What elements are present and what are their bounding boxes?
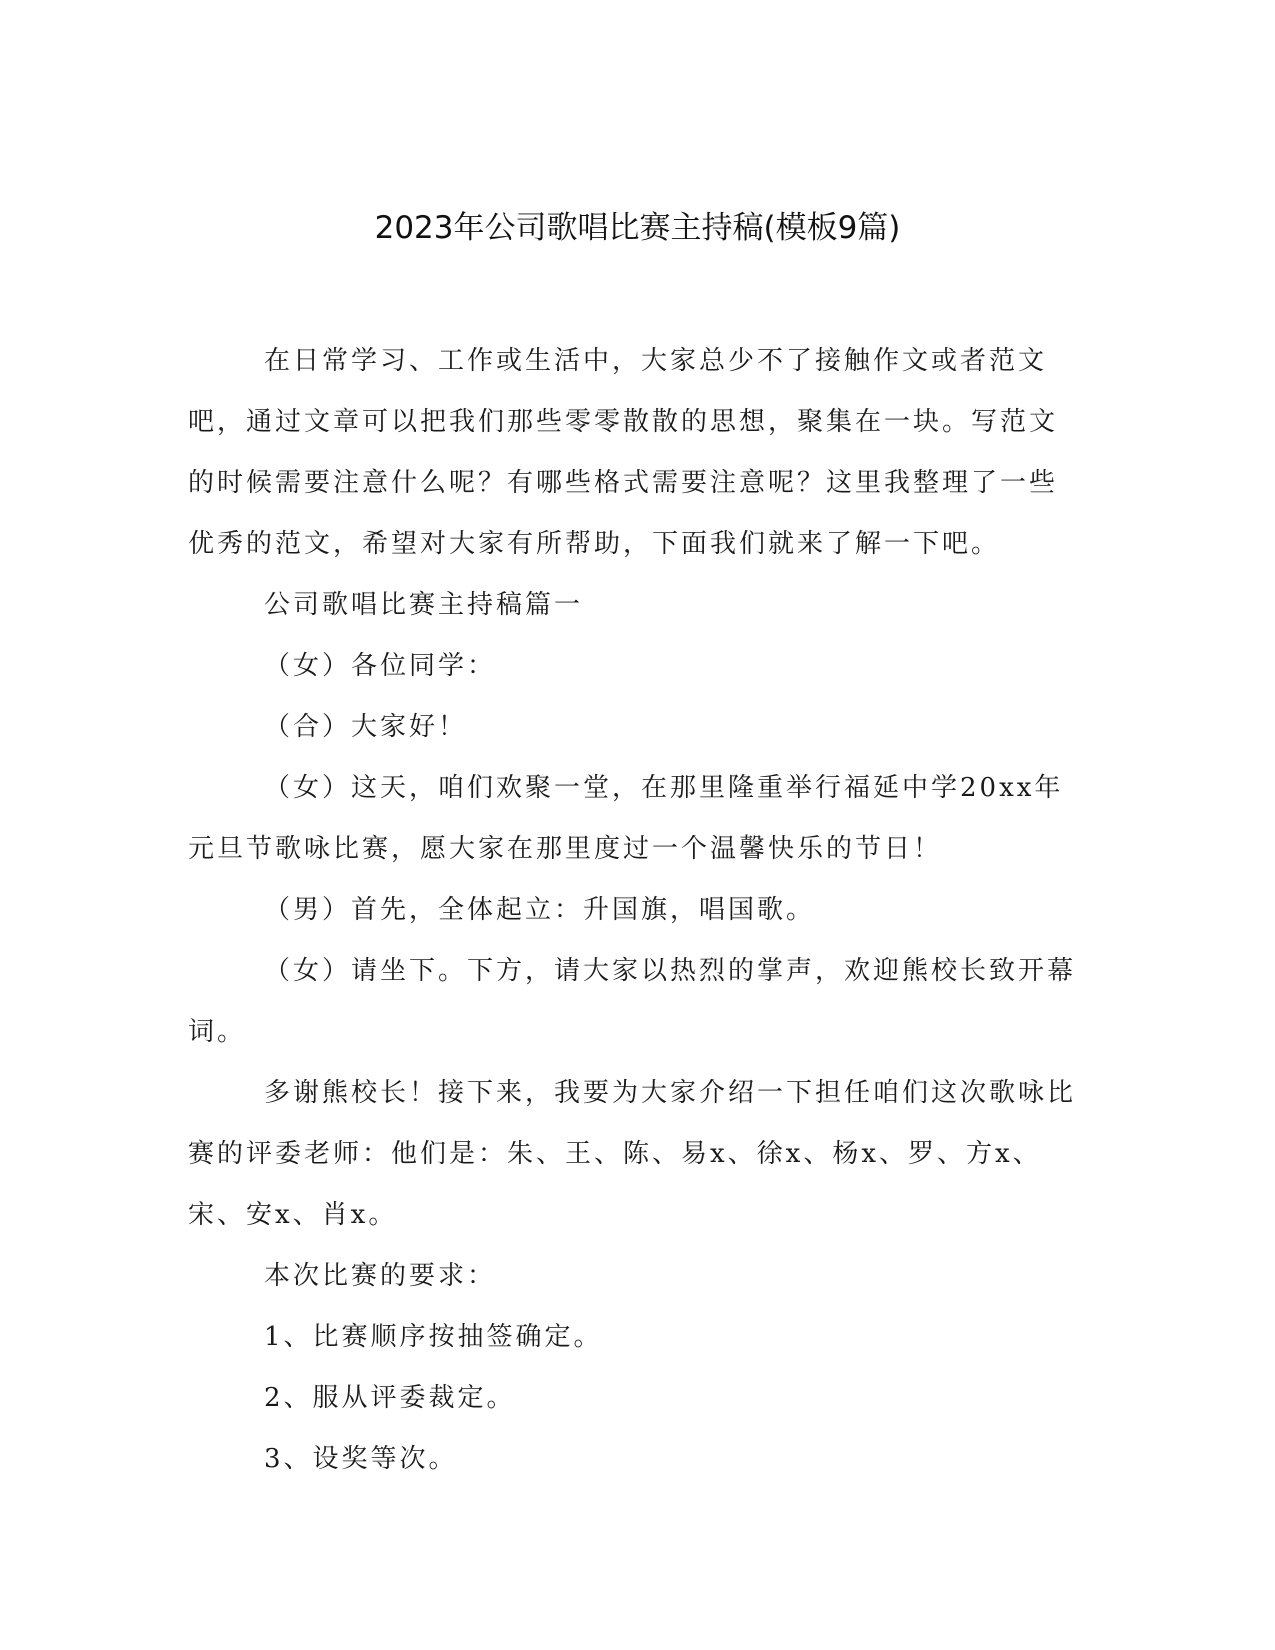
intro-paragraph: 在日常学习、工作或生活中，大家总少不了接触作文或者范文吧，通过文章可以把我们那些零零散散的思想，聚集在一块。写范文的时候需要注意什么呢？有哪些格式需要注意呢？这里我整理了一些优秀的范文，希望对大家有所帮助，下面我们就来了解一下吧。: [188, 346, 1059, 559]
document-body: [188, 331, 1078, 1490]
script-line: 多谢熊校长！接下来，我要为大家介绍一下担任咱们这次歌咏比赛的评委老师：他们是：朱、王、陈、易x、徐x、杨x、罗、方x、宋、安x、肖x。: [188, 1078, 1077, 1230]
requirement-item: 2、服从评委裁定。: [264, 1383, 516, 1413]
script-line: （女）请坐下。下方，请大家以热烈的掌声，欢迎熊校长致开幕词。: [188, 956, 1077, 1047]
requirement-item: 3、设奖等次。: [264, 1444, 458, 1474]
requirements-heading: 本次比赛的要求：: [264, 1261, 497, 1291]
script-line: （合）大家好！: [264, 712, 468, 742]
script-line: （女）各位同学：: [264, 651, 497, 681]
requirement-item: 1、比赛顺序按抽签确定。: [264, 1322, 603, 1352]
document-title: 2023年公司歌唱比赛主持稿(模板9篇): [374, 210, 901, 246]
script-line: （男）首先，全体起立：升国旗，唱国歌。: [264, 895, 816, 925]
script-line: （女）这天，咱们欢聚一堂，在那里隆重举行福延中学20xx年元旦节歌咏比赛，愿大家在那里度过一个温馨快乐的节日！: [188, 773, 1064, 864]
section-heading: 公司歌唱比赛主持稿篇一: [264, 590, 584, 620]
